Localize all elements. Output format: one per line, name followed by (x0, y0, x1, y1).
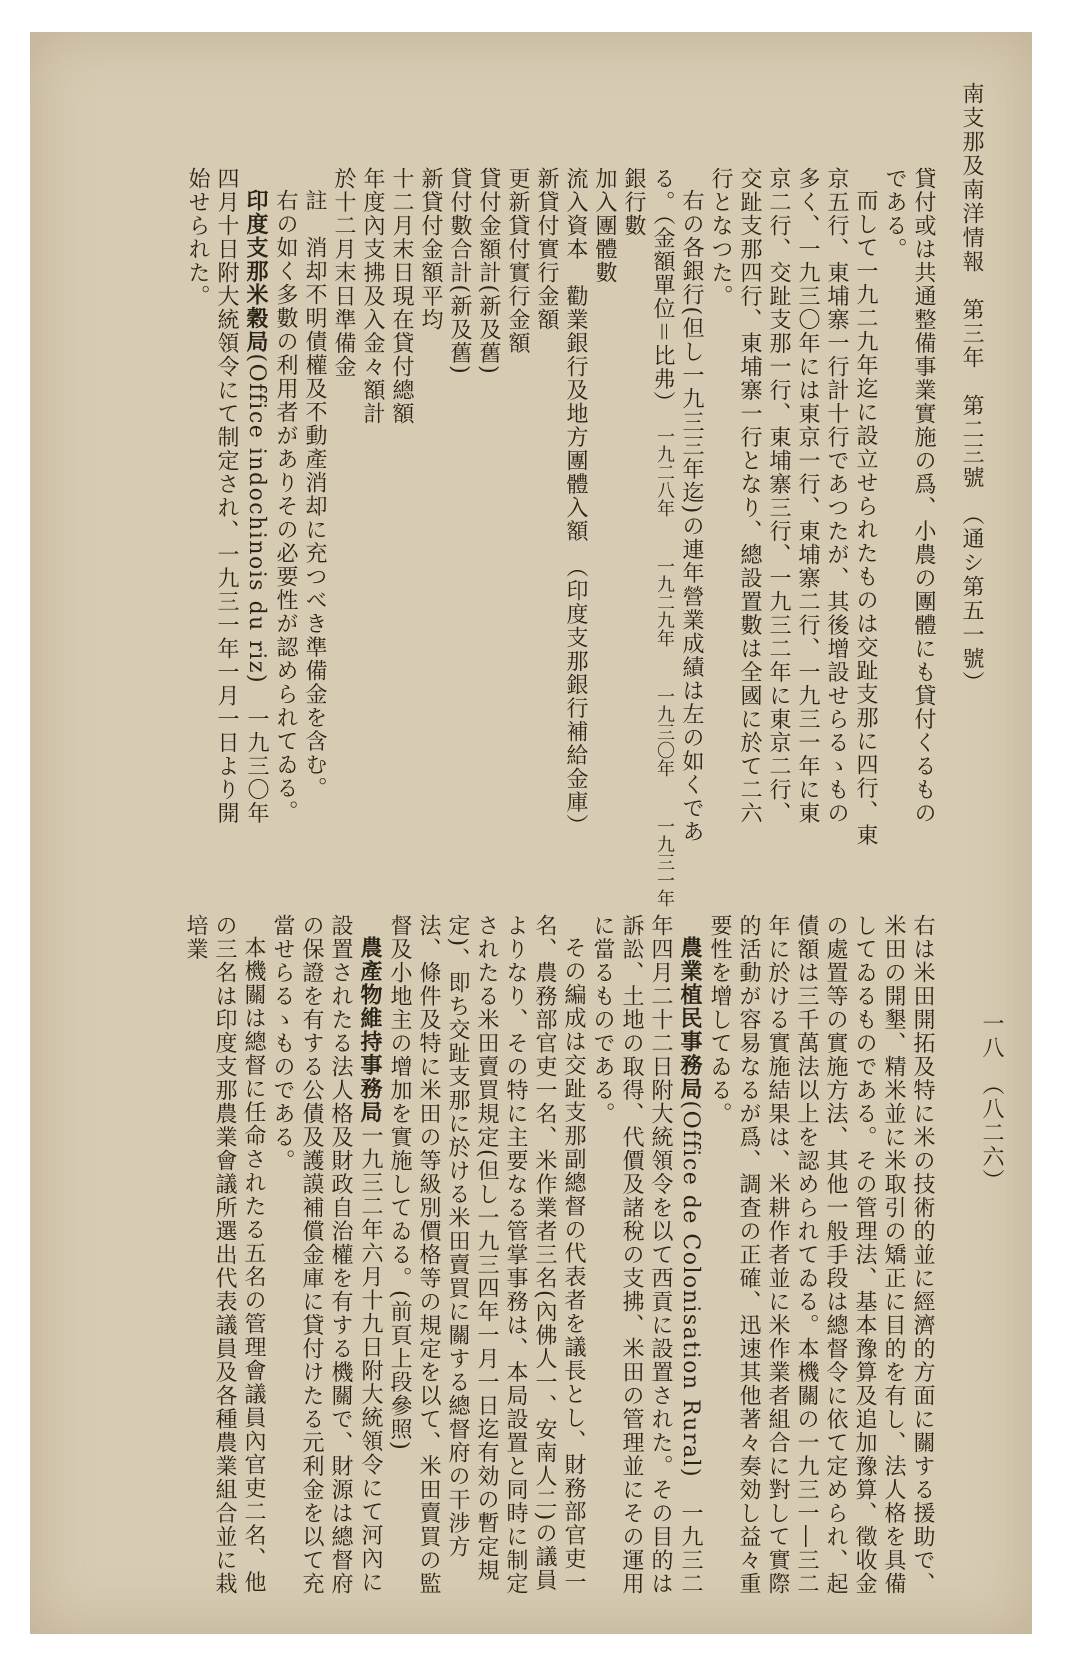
table-row-label: 新貸付金額平均 (418, 167, 443, 332)
paragraph: 本機關は總督に任命されたる五名の管理會議員內官吏二名、他の三名は印度支那農業會議所選出代表議員及各種農業組合並に栽培業 (183, 914, 266, 1596)
year-header: 一九三〇年 (654, 687, 675, 777)
section-title: 農業植民事務局 (677, 936, 703, 1101)
table-row-label: 流入資本 勸業銀行及地方團體入額 （印度支那銀行補給金庫） (563, 167, 588, 838)
upper-text-block (118, 167, 938, 847)
table-row-label: 十二月末日現在貸付總額 (389, 167, 414, 426)
year-header: 一九二八年 (654, 427, 675, 517)
table-row-label: 更新貸付實行金額 (505, 167, 530, 355)
paragraph: 右は米田開拓及特に米の技術的並に經濟的方面に關する援助で、米田の開墾、精米並に米取引の矯正に目的を有し、法人格を具備してゐるものである。その管理法、基本豫算及追加豫算、徵收金の處置等の實施方法、其他一般手段は總督令に依て定められ、起債額は三千萬法以上を認められてゐる。本機關の一九三一―三二年に於ける實施結果は、米耕作者並に米作業者組合に對して實際的活動が容易なるが爲、調査の正確、迅速其他著々奏効し益々重要性を增してゐる。 (707, 914, 935, 1596)
paragraph: 印度支那米穀局(Office indochinois du riz) 一九三〇年四月十日附大統領令にて制定され、一九三一年一月一日より開始せられた。 (185, 167, 269, 826)
table-row-label: 年度內支拂及入金々額計 (360, 167, 385, 426)
year-header: 一九三一年 (654, 817, 675, 907)
page-number: 一八 （八二六） (979, 1012, 1004, 1193)
year-header: 一九二九年 (654, 557, 675, 647)
paragraph: 右の如く多數の利用者がありその必要性が認められてゐる。 (273, 189, 298, 824)
paragraph: 而して一九二九年迄に設立せられたものは交趾支那に四行、東京五行、東埔寨一行計十行であつたが、其後增設せらるゝもの多く、一九三〇年には東京一行、東埔寨二行、一九三一年に東京二行、交趾支那一行、東埔寨三行、一九三二年に東京二行、交趾支那四行、東埔寨一行となり、總設置數は全國に於て二六行となつた。 (708, 167, 878, 847)
paragraph: その編成は交趾支那副總督の代表者を議長とし、財務部官吏一名、農務部官吏一名、米作業者三名(內佛人一、安南人二)の議員よりなり、その特に主要なる管掌事務は、本局設置と同時に制定されたる米田賣買規定(但し一九三四年一月一日迄有効の暫定規定)、即ち交趾支那に於ける米田賣買に關する總督府の干涉方法、條件及特に米田の等級別價格等の規定を以て、米田賣買の監督及小地主の增加を實施してゐる。(前頁上段參照) (387, 914, 586, 1596)
paragraph: 農業植民事務局(Office de Colonisation Rural) 一九三二年四月二十二日附大統領令を以て西貢に設置された。その目的は訴訟、土地の取得、代價及諸稅の支拂、米田の管理並にその運用に當るものである。 (590, 914, 703, 1596)
running-header: 南支那及南洋情報 第三年 第二三號 （通シ第五一號） (959, 82, 984, 695)
table-row-label: 加入團體數 (592, 167, 617, 285)
table-row-label: 新貸付實行金額 (534, 167, 559, 332)
lower-text-block (117, 914, 937, 1604)
table-unit: （金額單位＝比弗） (650, 214, 675, 415)
table-note: 註 消却不明債權及不動產消却に充つべき準備金を含む。 (302, 189, 327, 800)
document-page (30, 32, 1032, 1634)
paragraph: 右の各銀行(但し一九三三年迄)の連年營業成績は左の如くである。（金額單位＝比弗） (650, 167, 704, 844)
table-row-label: 銀行數 (621, 167, 646, 238)
paragraph: 貸付或は共通整備事業實施の爲、小農の團體にも貸付くるものである。 (882, 167, 936, 825)
paragraph: 農產物維持事務局一九三二年六月十九日附大統領令にて河內に設置されたる法人格及財政自治權を有する機關で、財源は總督府の保證を有する公債及護謨補償金庫に貸付けたる元利金を以て充當せらるゝものである。 (270, 914, 383, 1596)
table-row-label: 貸付金額計(新及舊) (476, 167, 501, 376)
table-year-headers (651, 427, 677, 907)
table-row-label: 於十二月末日準備金 (331, 167, 356, 379)
table-row-label: 貸付數合計(新及舊) (447, 167, 472, 376)
section-title: 印度支那米穀局 (243, 189, 269, 354)
section-title: 農產物維持事務局 (357, 936, 383, 1124)
